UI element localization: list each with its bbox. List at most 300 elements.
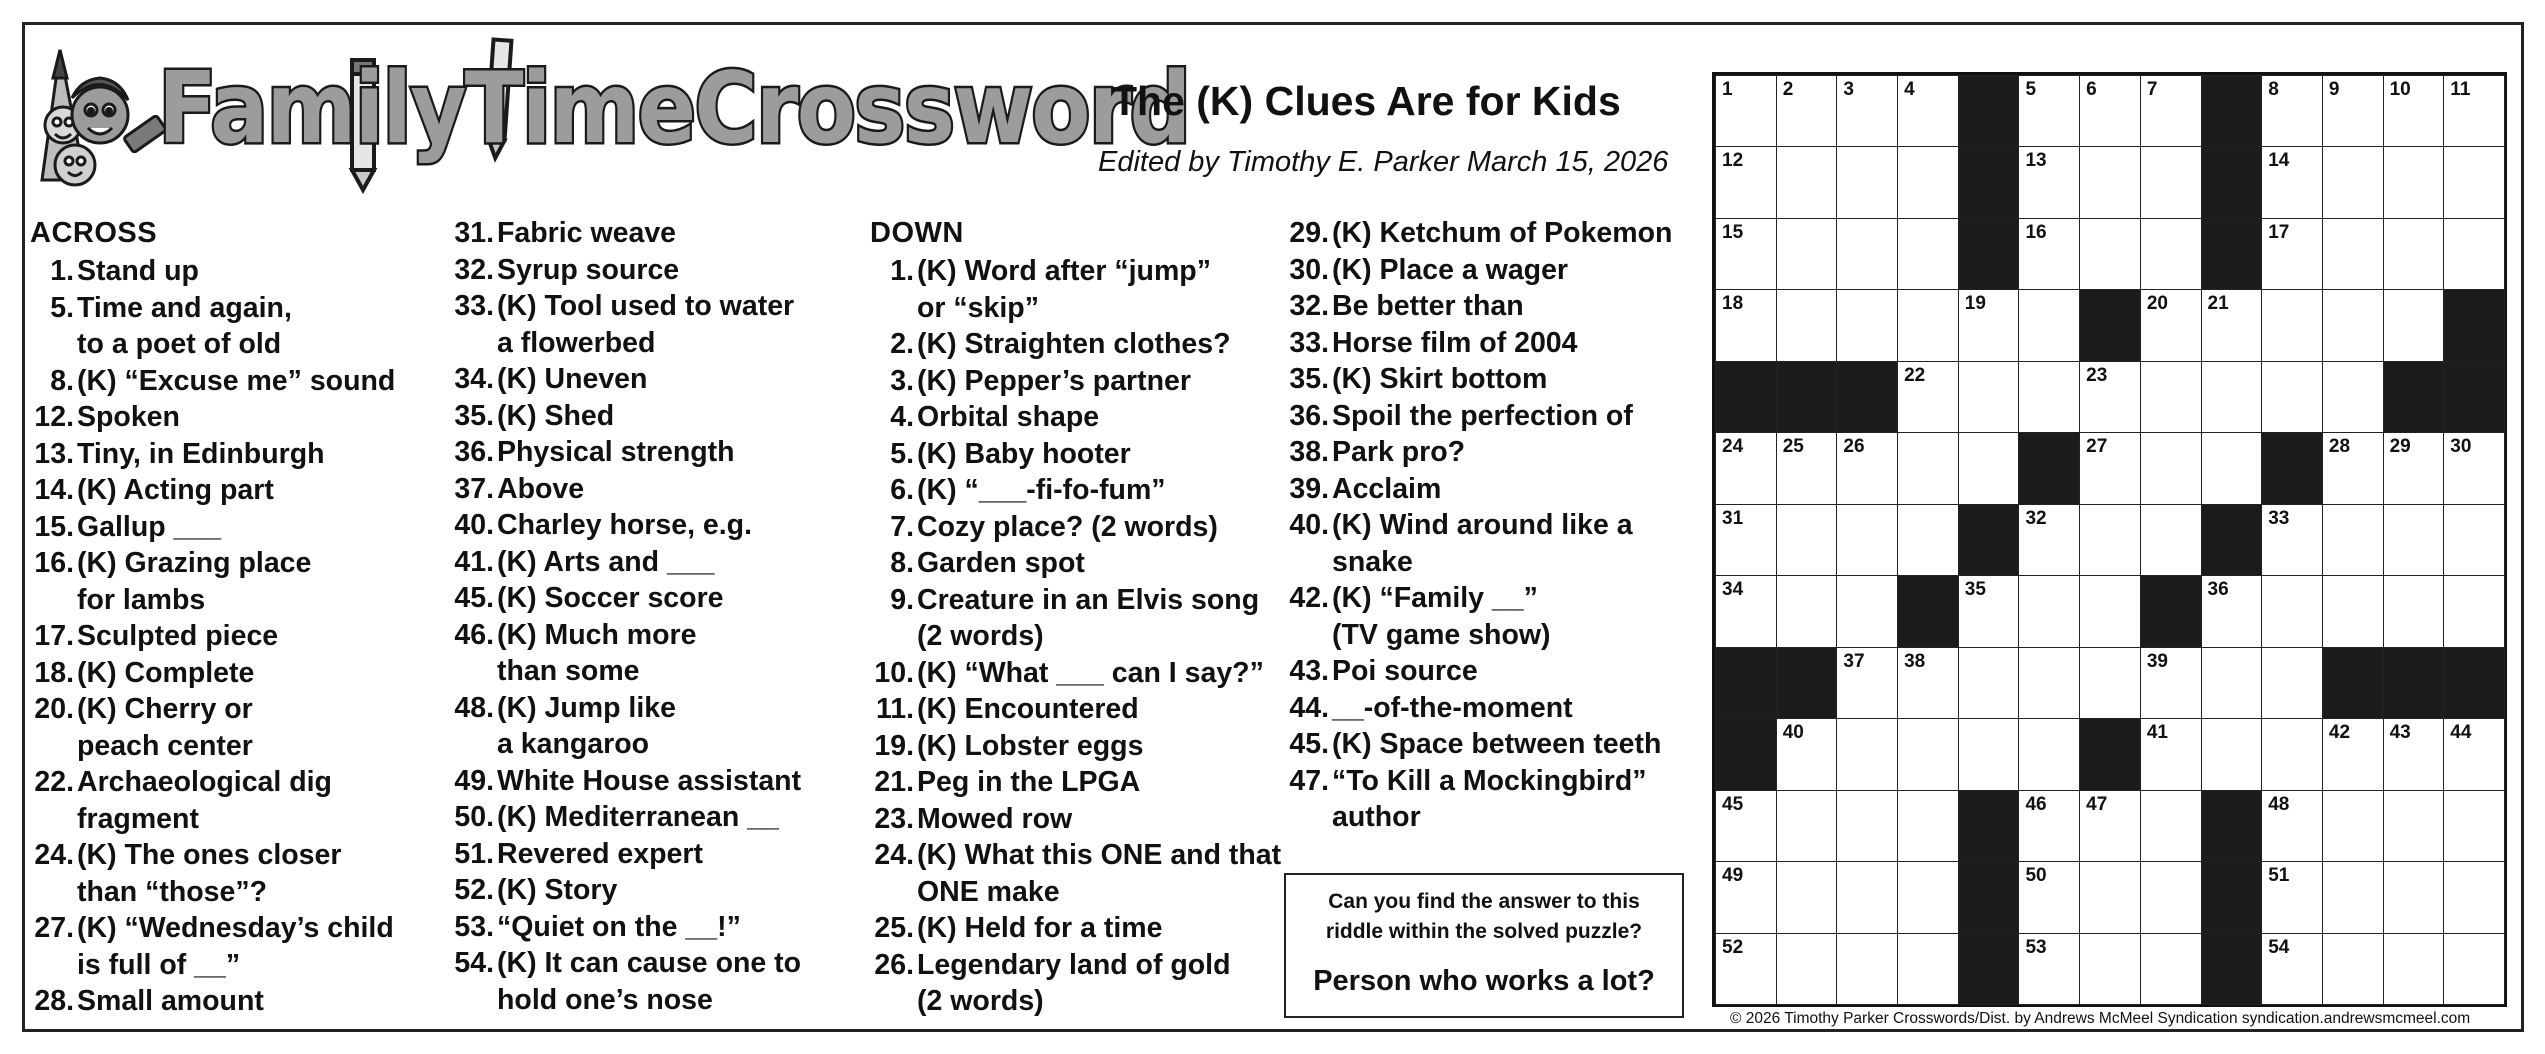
grid-cell[interactable]	[2443, 504, 2505, 576]
grid-cell[interactable]	[2201, 575, 2263, 647]
clue-number: 49.	[454, 764, 494, 797]
clue-text: (K) Held for a time	[917, 912, 1163, 944]
clue-number: 37.	[454, 472, 494, 505]
clue-item[interactable]	[870, 509, 1290, 546]
clue-text: Orbital shape	[917, 401, 1100, 433]
clue-text: (K) “Family __”	[1332, 582, 1538, 614]
clue-item[interactable]	[1285, 434, 1705, 471]
grid-cell[interactable]	[2383, 790, 2445, 862]
grid-cell[interactable]	[1715, 861, 1777, 933]
grid-cell[interactable]	[2261, 933, 2323, 1005]
grid-cell[interactable]	[2079, 790, 2141, 862]
grid-cell[interactable]	[2322, 146, 2384, 218]
grid-cell[interactable]	[2443, 575, 2505, 647]
grid-cell[interactable]	[2261, 790, 2323, 862]
grid-cell[interactable]	[2322, 790, 2384, 862]
grid-cell[interactable]	[2443, 146, 2505, 218]
clue-item[interactable]	[450, 872, 870, 909]
grid-cell[interactable]	[1897, 933, 1959, 1005]
clue-number: 43.	[1289, 655, 1329, 687]
grid-cell-black	[1958, 218, 2020, 290]
grid-cell[interactable]	[2018, 289, 2080, 361]
grid-cell[interactable]	[1897, 861, 1959, 933]
grid-cell[interactable]	[2140, 647, 2202, 719]
grid-cell-black	[2443, 647, 2505, 719]
clue-text: (K) The ones closer	[77, 839, 342, 871]
clue-item[interactable]	[1285, 398, 1705, 435]
clue-item[interactable]	[870, 363, 1290, 400]
clue-item[interactable]	[450, 361, 870, 398]
grid-cell-black	[2261, 432, 2323, 504]
clue-number: 47.	[1289, 764, 1329, 797]
grid-cell[interactable]	[1776, 75, 1838, 147]
clue-item[interactable]	[30, 545, 450, 618]
grid-cell[interactable]	[2018, 218, 2080, 290]
grid-cell[interactable]	[2443, 933, 2505, 1005]
clue-item[interactable]	[450, 799, 870, 836]
grid-cell[interactable]	[2140, 790, 2202, 862]
grid-cell[interactable]	[2383, 575, 2445, 647]
clue-number: 22.	[34, 766, 74, 798]
grid-cell[interactable]	[2383, 289, 2445, 361]
clue-text: (K) It can cause one to	[497, 947, 802, 979]
grid-cell[interactable]	[2079, 218, 2141, 290]
grid-cell[interactable]	[2018, 861, 2080, 933]
grid-cell[interactable]	[1776, 146, 1838, 218]
grid-cell[interactable]	[1836, 218, 1898, 290]
grid-cell[interactable]	[2140, 218, 2202, 290]
clue-number: 26.	[874, 948, 914, 981]
clue-text: peach center	[77, 729, 253, 762]
clue-item[interactable]	[450, 471, 870, 508]
clue-item[interactable]	[870, 582, 1290, 655]
clue-text: (K) Arts and ___	[497, 545, 715, 578]
grid-cell[interactable]	[2322, 504, 2384, 576]
grid-cell[interactable]	[2322, 432, 2384, 504]
clue-number: 35.	[1289, 363, 1329, 395]
clue-number: 2.	[890, 328, 914, 360]
grid-cell[interactable]	[1836, 146, 1898, 218]
grid-cell-black	[1958, 75, 2020, 147]
editor-and-date: Edited by Timothy E. Parker March 15, 2026	[1098, 146, 1669, 178]
clue-number: 5.	[50, 291, 74, 324]
clue-item[interactable]	[1285, 471, 1705, 508]
clue-text: (K) Word after “jump”	[917, 255, 1211, 287]
grid-cell[interactable]	[2018, 647, 2080, 719]
clue-number: 51.	[454, 837, 494, 870]
cell-number: 48	[2268, 793, 2290, 815]
clue-text: ONE make	[917, 875, 1060, 908]
grid-cell[interactable]	[2079, 575, 2141, 647]
clue-item[interactable]	[870, 837, 1290, 910]
grid-cell[interactable]	[1836, 432, 1898, 504]
grid-cell[interactable]	[1958, 718, 2020, 790]
grid-cell[interactable]	[1776, 861, 1838, 933]
grid-cell[interactable]	[1836, 575, 1898, 647]
grid-cell[interactable]	[2140, 146, 2202, 218]
grid-cell[interactable]	[2140, 289, 2202, 361]
grid-cell[interactable]	[2018, 575, 2080, 647]
clue-item[interactable]	[870, 399, 1290, 436]
clue-number: 45.	[454, 582, 494, 614]
clue-text: Park pro?	[1332, 436, 1466, 468]
grid-cell[interactable]	[2018, 718, 2080, 790]
clue-item[interactable]	[870, 472, 1290, 509]
clue-number: 17.	[34, 620, 74, 652]
grid-cell[interactable]	[2261, 361, 2323, 433]
cell-number: 27	[2086, 436, 2108, 458]
grid-cell[interactable]	[1897, 432, 1959, 504]
cell-number: 10	[2389, 79, 2411, 100]
clue-item[interactable]	[30, 983, 450, 1020]
clue-item[interactable]	[450, 544, 870, 581]
grid-cell[interactable]	[1958, 432, 2020, 504]
clue-item[interactable]	[1285, 361, 1705, 398]
grid-cell-black	[1958, 790, 2020, 862]
clue-number: 54.	[454, 947, 494, 979]
cell-number: 18	[1722, 293, 1744, 315]
grid-cell[interactable]	[1715, 575, 1777, 647]
clue-item[interactable]	[450, 945, 870, 1018]
grid-cell[interactable]	[2079, 933, 2141, 1005]
grid-cell[interactable]	[1715, 504, 1777, 576]
clue-text: or “skip”	[917, 291, 1039, 324]
grid-cell[interactable]	[1836, 75, 1898, 147]
grid-cell[interactable]	[2383, 718, 2445, 790]
grid-cell[interactable]	[2201, 432, 2263, 504]
grid-cell[interactable]	[2261, 289, 2323, 361]
grid-cell[interactable]	[1776, 432, 1838, 504]
grid-cell[interactable]	[2261, 75, 2323, 147]
grid-cell-black	[2322, 647, 2384, 719]
clue-item[interactable]	[30, 618, 450, 655]
clue-text: a kangaroo	[497, 728, 650, 760]
clue-item[interactable]	[870, 655, 1290, 692]
grid-cell[interactable]	[2140, 75, 2202, 147]
clue-item[interactable]	[1285, 653, 1705, 690]
grid-cell[interactable]	[1715, 218, 1777, 290]
clue-item[interactable]	[450, 763, 870, 800]
clue-number: 32.	[1289, 290, 1329, 322]
clue-item[interactable]	[450, 215, 870, 252]
grid-cell[interactable]	[1715, 289, 1777, 361]
grid-cell[interactable]	[2018, 504, 2080, 576]
grid-cell[interactable]	[2383, 504, 2445, 576]
clue-item[interactable]	[450, 690, 870, 763]
grid-cell[interactable]	[1776, 718, 1838, 790]
clue-text: Revered expert	[497, 837, 703, 870]
grid-cell[interactable]	[1836, 718, 1898, 790]
grid-cell-black	[2201, 218, 2263, 290]
clue-item[interactable]	[30, 837, 450, 910]
grid-cell[interactable]	[2201, 361, 2263, 433]
grid-cell[interactable]	[1897, 146, 1959, 218]
grid-cell[interactable]	[2322, 575, 2384, 647]
clue-text: than “those”?	[77, 875, 267, 908]
grid-cell[interactable]	[2079, 861, 2141, 933]
grid-cell[interactable]	[2140, 861, 2202, 933]
grid-cell[interactable]	[2322, 289, 2384, 361]
cell-number: 26	[1843, 436, 1865, 458]
grid-cell[interactable]	[1715, 790, 1777, 862]
clue-item[interactable]	[450, 617, 870, 690]
cell-number: 4	[1904, 79, 1915, 100]
grid-cell[interactable]	[2322, 218, 2384, 290]
grid-cell[interactable]	[2018, 146, 2080, 218]
clue-number: 14.	[34, 474, 74, 506]
grid-cell[interactable]	[1897, 218, 1959, 290]
clue-text: (K) Lobster eggs	[917, 729, 1144, 762]
clue-item[interactable]	[870, 436, 1290, 473]
clue-text: hold one’s nose	[497, 983, 713, 1016]
clue-number: 48.	[454, 691, 494, 724]
grid-cell[interactable]	[2018, 790, 2080, 862]
clue-text: (K) Acting part	[77, 474, 274, 506]
clue-item[interactable]	[30, 509, 450, 546]
grid-cell[interactable]	[1897, 289, 1959, 361]
grid-cell[interactable]	[2383, 75, 2445, 147]
clue-item[interactable]	[1285, 215, 1705, 252]
clue-item[interactable]	[1285, 288, 1705, 325]
clue-item[interactable]	[450, 434, 870, 471]
grid-cell[interactable]	[1897, 647, 1959, 719]
grid-cell[interactable]	[1897, 718, 1959, 790]
clue-number: 28.	[34, 985, 74, 1017]
cell-number: 13	[2025, 150, 2047, 172]
grid-cell[interactable]	[2383, 861, 2445, 933]
grid-cell[interactable]	[2201, 289, 2263, 361]
clue-item[interactable]	[870, 728, 1290, 765]
clue-text: (2 words)	[917, 985, 1044, 1017]
clue-number: 29.	[1289, 217, 1329, 249]
grid-cell[interactable]	[2261, 861, 2323, 933]
grid-cell[interactable]	[2443, 432, 2505, 504]
grid-cell[interactable]	[2322, 361, 2384, 433]
grid-cell[interactable]	[2018, 361, 2080, 433]
grid-cell[interactable]	[2140, 718, 2202, 790]
clue-number: 24.	[874, 839, 914, 871]
clue-number: 34.	[454, 363, 494, 395]
clue-item[interactable]	[1285, 690, 1705, 727]
grid-cell[interactable]	[2140, 432, 2202, 504]
clue-number: 23.	[874, 802, 914, 835]
grid-cell[interactable]	[2261, 146, 2323, 218]
grid-cell[interactable]	[1836, 861, 1898, 933]
clue-number: 31.	[454, 217, 494, 249]
grid-cell[interactable]	[2322, 718, 2384, 790]
cell-number: 14	[2268, 150, 2290, 172]
clue-text: Creature in an Elvis song	[917, 583, 1260, 616]
grid-cell[interactable]	[1776, 504, 1838, 576]
grid-cell[interactable]	[2140, 361, 2202, 433]
copyright-notice: © 2026 Timothy Parker Crosswords/Dist. by Andrews McMeel Syndication syndication.andrewsmcmeel.com	[1730, 1010, 2471, 1027]
riddle-box	[1284, 873, 1684, 1018]
grid-cell[interactable]	[1836, 504, 1898, 576]
cell-number: 9	[2328, 79, 2340, 100]
clue-item[interactable]	[870, 691, 1290, 728]
grid-cell[interactable]	[1776, 218, 1838, 290]
grid-cell[interactable]	[1776, 575, 1838, 647]
clue-number: 33.	[454, 290, 494, 322]
grid-cell[interactable]	[2383, 146, 2445, 218]
clue-item[interactable]	[30, 363, 450, 400]
grid-cell[interactable]	[2018, 75, 2080, 147]
clue-item[interactable]	[870, 801, 1290, 838]
grid-cell-black	[2443, 361, 2505, 433]
grid-cell-black	[2018, 432, 2080, 504]
cell-number: 45	[1722, 793, 1744, 815]
clue-item[interactable]	[30, 764, 450, 837]
clue-item[interactable]	[1285, 580, 1705, 653]
grid-cell[interactable]	[2140, 504, 2202, 576]
grid-cell[interactable]	[2322, 861, 2384, 933]
grid-cell[interactable]	[2383, 218, 2445, 290]
grid-cell-black	[2140, 575, 2202, 647]
grid-cell[interactable]	[2443, 218, 2505, 290]
clue-item[interactable]	[30, 253, 450, 290]
grid-cell[interactable]	[2261, 504, 2323, 576]
cell-number: 44	[2450, 722, 2472, 744]
clue-item[interactable]	[870, 326, 1290, 363]
grid-cell[interactable]	[2261, 218, 2323, 290]
clue-item[interactable]	[1285, 325, 1705, 362]
clue-item[interactable]	[30, 655, 450, 692]
cell-number: 52	[1722, 936, 1744, 958]
grid-cell[interactable]	[2079, 361, 2141, 433]
clue-item[interactable]	[30, 436, 450, 473]
clue-number: 13.	[34, 437, 74, 470]
clue-item[interactable]	[30, 691, 450, 764]
grid-cell[interactable]	[1715, 75, 1777, 147]
grid-cell[interactable]	[2261, 647, 2323, 719]
clue-text: (2 words)	[917, 620, 1044, 652]
grid-cell[interactable]	[2140, 933, 2202, 1005]
crossword-grid[interactable]	[1712, 72, 2507, 1007]
grid-cell[interactable]	[1836, 647, 1898, 719]
grid-cell[interactable]	[2322, 933, 2384, 1005]
clue-number: 46.	[454, 618, 494, 651]
grid-cell[interactable]	[1836, 289, 1898, 361]
grid-cell[interactable]	[1776, 289, 1838, 361]
clue-number: 1.	[890, 255, 914, 287]
grid-cell[interactable]	[2443, 790, 2505, 862]
clue-item[interactable]	[870, 764, 1290, 801]
grid-cell[interactable]	[2201, 647, 2263, 719]
clue-item[interactable]	[450, 580, 870, 617]
grid-cell[interactable]	[1776, 790, 1838, 862]
cell-number: 16	[2025, 221, 2047, 243]
clue-item[interactable]	[1285, 507, 1705, 580]
grid-cell[interactable]	[1897, 790, 1959, 862]
clue-text: (K) Ketchum of Pokemon	[1332, 217, 1673, 249]
cell-number: 36	[2207, 579, 2229, 601]
cell-number: 46	[2025, 793, 2047, 815]
grid-cell[interactable]	[1958, 361, 2020, 433]
grid-cell[interactable]	[1836, 933, 1898, 1005]
clue-text: fragment	[77, 802, 199, 835]
clue-number: 39.	[1289, 472, 1329, 505]
grid-cell[interactable]	[1897, 504, 1959, 576]
cell-number: 31	[1722, 507, 1744, 529]
clue-number: 1.	[50, 255, 74, 287]
grid-cell-black	[1715, 361, 1777, 433]
clue-item[interactable]	[450, 252, 870, 289]
grid-cell[interactable]	[1958, 575, 2020, 647]
grid-cell[interactable]	[2261, 575, 2323, 647]
clue-number: 33.	[1289, 326, 1329, 359]
grid-cell[interactable]	[2079, 75, 2141, 147]
grid-cell[interactable]	[1897, 75, 1959, 147]
grid-cell[interactable]	[1958, 647, 2020, 719]
clue-number: 21.	[874, 766, 914, 798]
clue-item[interactable]	[30, 399, 450, 436]
puzzle-subtitle: The (K) Clues Are for Kids	[1112, 78, 1621, 124]
grid-cell[interactable]	[2079, 647, 2141, 719]
clue-number: 16.	[34, 547, 74, 579]
cell-number: 7	[2146, 79, 2158, 100]
clue-item[interactable]	[30, 910, 450, 983]
cell-number: 53	[2025, 936, 2047, 958]
grid-cell[interactable]	[2383, 933, 2445, 1005]
clue-number: 40.	[1289, 509, 1329, 541]
grid-cell-black	[1897, 575, 1959, 647]
grid-cell[interactable]	[1836, 790, 1898, 862]
grid-cell[interactable]	[1958, 289, 2020, 361]
cell-number: 23	[2086, 364, 2108, 386]
clue-item[interactable]	[870, 253, 1290, 326]
clue-column-2	[450, 215, 870, 1018]
clue-item[interactable]	[870, 910, 1290, 947]
grid-cell[interactable]	[2201, 718, 2263, 790]
family-time-crossword-logo	[30, 30, 1190, 195]
clue-item[interactable]	[1285, 763, 1705, 836]
clue-item[interactable]	[450, 909, 870, 946]
clue-text: (K) Jump like	[497, 691, 676, 724]
clue-text: (K) Baby hooter	[917, 437, 1131, 470]
clue-text: (K) Wind around like a snake	[1332, 509, 1633, 578]
grid-cell[interactable]	[1776, 933, 1838, 1005]
clue-item[interactable]	[450, 288, 870, 361]
grid-cell[interactable]	[2261, 718, 2323, 790]
clue-item[interactable]	[870, 545, 1290, 582]
grid-cell[interactable]	[2018, 933, 2080, 1005]
clue-text: Above	[497, 472, 585, 505]
clue-item[interactable]	[870, 947, 1290, 1020]
clue-text: Stand up	[77, 255, 199, 287]
clue-item[interactable]	[30, 290, 450, 363]
grid-cell[interactable]	[2443, 861, 2505, 933]
clue-item[interactable]	[30, 472, 450, 509]
grid-cell[interactable]	[2443, 75, 2505, 147]
cell-number: 1	[1722, 79, 1733, 100]
clue-item[interactable]	[450, 836, 870, 873]
grid-cell[interactable]	[2322, 75, 2384, 147]
grid-cell[interactable]	[2443, 718, 2505, 790]
grid-cell[interactable]	[1715, 933, 1777, 1005]
grid-cell[interactable]	[2079, 432, 2141, 504]
grid-cell[interactable]	[2383, 432, 2445, 504]
clue-item[interactable]	[1285, 726, 1705, 763]
grid-cell[interactable]	[2079, 504, 2141, 576]
grid-cell[interactable]	[2079, 146, 2141, 218]
grid-cell[interactable]	[1897, 361, 1959, 433]
grid-cell[interactable]	[1715, 146, 1777, 218]
clue-item[interactable]	[450, 507, 870, 544]
clue-item[interactable]	[1285, 252, 1705, 289]
grid-cell[interactable]	[1715, 432, 1777, 504]
grid-cell-black	[1958, 933, 2020, 1005]
clue-item[interactable]	[450, 398, 870, 435]
